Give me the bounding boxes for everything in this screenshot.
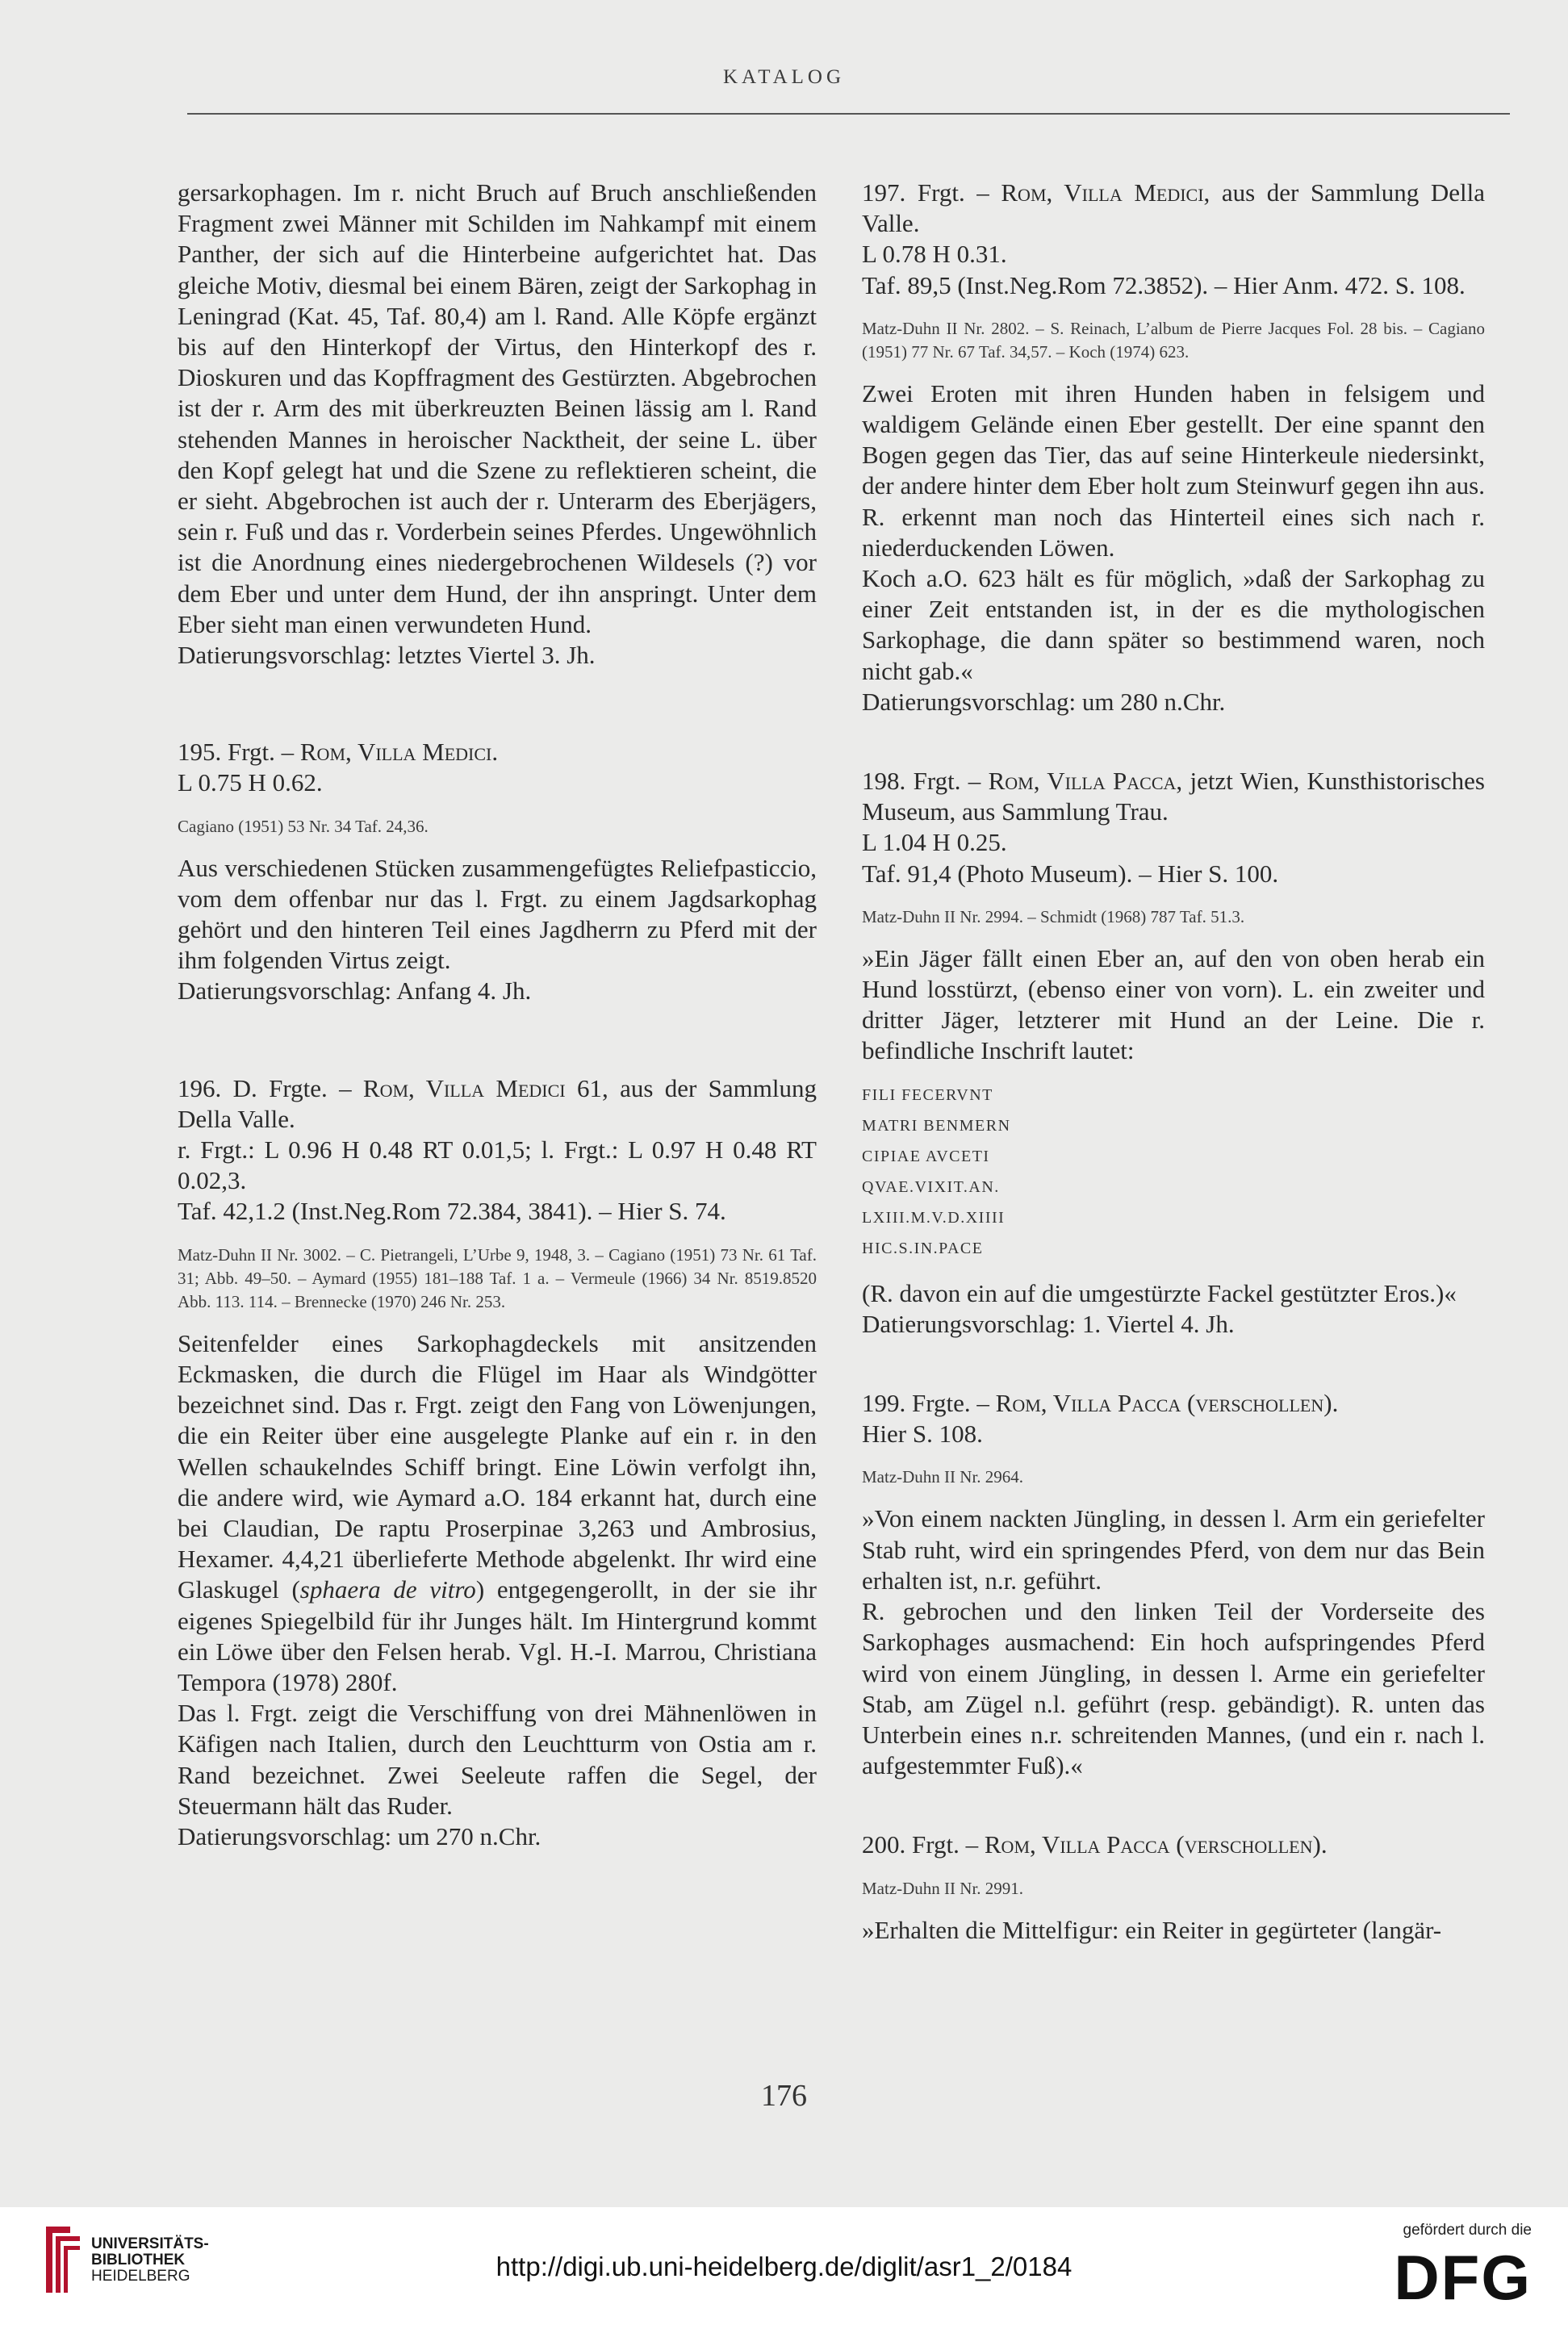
text-run: Seitenfelder eines Sarkophagdeckels mit ansitzenden Eckmasken, die durch die Flügel im Haar als Windgötter bezeichnet sind. Das r. Frgt. zeigt den Fang von Löwenjungen, die ein Reiter über eine ausgelegte Planke auf ein r. in den Wellen schaukelndes Schiff bringt. Eine Löwin verfolgt ihn, die andere wird, wie Aymard a.O. 184 erkannt hat, durch eine bei Claudian, De raptu Proserpinae 3,263 und Ambrosius, Hexamer. 4,4,21 überlieferte Methode abgelenkt. Ihr wird eine Glaskugel ( [178, 1328, 817, 1604]
entry-number: 200. [862, 1830, 906, 1859]
entry-description: Das l. Frgt. zeigt die Verschiffung von drei Mähnenlöwen in Käfigen nach Italien, durch den Leuchtturm von Ostia am r. Rand bezeichnet. Zwei Seeleute raffen die Segel, der Steuermann hält das Ruder. [178, 1699, 817, 1820]
entry-number: 195. [178, 738, 222, 767]
funding-caption: gefördert durch die [1403, 2222, 1532, 2239]
entry-literature: Matz-Duhn II Nr. 2991. [862, 1878, 1024, 1898]
entry-dimensions: L 1.04 H 0.25. [862, 828, 1007, 857]
entry-description: »Erhalten die Mittelfigur: ein Reiter in gegürteter (langär- [862, 1915, 1442, 1944]
entry-title-prefix: D. Frgte. – [232, 1073, 363, 1102]
inscription-line: LXIII.M.V.D.XIIII [862, 1208, 1006, 1227]
entry-description: R. gebrochen und den linken Teil der Vorderseite des Sarkophages ausmachend: Ein hoch aufspringendes Pferd wird von einem Jüngling, in dessen l. Arme ein geriefelter Stab, am Zügel n.l. geführt (resp. gebändigt). R. unten das Unterbein eines n.r. schreitenden Mannes, (und ein r. nach l. aufgestemmter Fuß).« [862, 1597, 1485, 1780]
dating-line: Datierungsvorschlag: um 270 n.Chr. [178, 1821, 541, 1850]
header-rule [187, 113, 1510, 115]
dating-line: Datierungsvorschlag: 1. Viertel 4. Jh. [862, 1309, 1235, 1338]
dfg-wordmark: DFG [1394, 2242, 1532, 2313]
entry-title-prefix: Frgt. – [913, 767, 989, 796]
entry-literature: Cagiano (1951) 53 Nr. 34 Taf. 24,36. [178, 816, 429, 836]
entry-location: Rom, Villa Pacca (verschollen). [995, 1389, 1339, 1418]
entry-197-heading [862, 178, 1485, 239]
entry-title-suffix: 61, aus der Sammlung Della Valle. [178, 1073, 817, 1133]
entry-number: 198. [862, 767, 906, 796]
entry-location: Rom, Villa Medici. [299, 738, 499, 767]
entry-description: Zwei Eroten mit ihren Hunden haben in felsigem und waldigem Gelände einen Eber gestellt. Der eine spannt den Bogen gegen das Tier, das auf seine Hinterkeule niedersinkt, der andere hinter dem Eber holt zum Steinwurf gegen ihn aus. R. erkennt man noch das Hinterteil eines sich nach r. niederduckenden Löwen. [862, 378, 1485, 562]
paragraph: gersarkophagen. Im r. nicht Bruch auf Bruch anschließenden Fragment zwei Männer mit Schilden im Nahkampf mit einem Panther, der sich auf die Hinterbeine aufgerichtet hat. Das gleiche Motiv, diesmal bei einem Bären, zeigt der Sarkophag in Leningrad (Kat. 45, Taf. 80,4) am l. Rand. Alle Köpfe ergänzt bis auf den Hinterkopf der Virtus, den Hinterkopf des r. Dioskuren und das Kopffragment des Gestürzten. Abgebrochen ist der r. Arm des mit überkreuzten Beinen lässig am l. Rand stehenden Mannes in heroischer Nacktheit, der seine L. über den Kopf gelegt hat und die Szene zu reflektieren scheint, die er sieht. Abgebrochen ist auch der r. Unterarm des Eberjägers, sein r. Fuß und das r. Vorderbein seines Pferdes. Ungewöhnlich ist die Anordnung eines niedergebrochenen Wildesels (?) vor dem Eber und unter dem Hund, der ihn anspringt. Unter dem Eber sieht man einen verwundeten Hund. [178, 178, 817, 638]
entry-198-heading [862, 766, 1485, 827]
entry-plates: Taf. 42,1.2 (Inst.Neg.Rom 72.384, 3841). – Hier S. 74. [178, 1197, 726, 1226]
inscription-line: MATRI BENMERN [862, 1116, 1011, 1135]
entry-title-prefix: Frgt. – [917, 178, 1001, 207]
entry-195-heading [178, 737, 817, 767]
entry-description: Koch a.O. 623 hält es für möglich, »daß der Sarkophag zu einer Zeit entstanden ist, in der es die mythologischen Sarkophage, die dann später so bestimmend waren, noch nicht gab.« [862, 564, 1485, 685]
entry-description: (R. davon ein auf die umgestürzte Fackel gestützter Eros.)« [862, 1278, 1457, 1307]
dating-line: Datierungsvorschlag: um 280 n.Chr. [862, 687, 1226, 716]
entry-literature: Matz-Duhn II Nr. 2802. – S. Reinach, L’album de Pierre Jacques Fol. 28 bis. – Cagiano (1951) 77 Nr. 67 Taf. 34,57. – Koch (1974) 623. [862, 318, 1485, 362]
inscription-line: CIPIAE AVCETI [862, 1147, 990, 1165]
entry-title-prefix: Frgt. – [912, 1830, 985, 1859]
left-column [178, 178, 817, 1852]
entry-title-prefix: Frgte. – [912, 1389, 996, 1418]
entry-number: 199. [862, 1389, 906, 1418]
dating-line: Datierungsvorschlag: Anfang 4. Jh. [178, 976, 532, 1006]
inscription-line: HIC.S.IN.PACE [862, 1239, 984, 1257]
entry-number: 197. [862, 178, 906, 207]
entry-literature: Matz-Duhn II Nr. 2994. – Schmidt (1968) 787 Taf. 51.3. [862, 906, 1245, 926]
entry-number: 196. [178, 1073, 222, 1102]
entry-199-heading [862, 1388, 1485, 1419]
entry-location: Rom, Villa Pacca (verschollen). [984, 1830, 1328, 1859]
entry-literature: Matz-Duhn II Nr. 2964. [862, 1467, 1024, 1487]
inscription-line: QVAE.VIXIT.AN. [862, 1177, 1000, 1196]
digitization-footer [0, 2207, 1568, 2350]
entry-description: »Ein Jäger fällt einen Eber an, auf den von oben herab ein Hund losstürzt, (ebenso einer von vorn). L. ein zweiter und dritter Jäger, letzterer mit Hund an der Leine. Die r. befindliche Inschrift lautet: [862, 943, 1485, 1065]
library-name-line: UNIVERSITÄTS- [91, 2235, 209, 2252]
entry-title-suffix: , aus der Sammlung Della Valle. [862, 178, 1485, 238]
entry-dimensions: L 0.75 H 0.62. [178, 768, 323, 797]
entry-description: »Von einem nackten Jüngling, in dessen l. Arm ein geriefelter Stab ruht, wird ein springendes Pferd, von dem nur das Bein erhalten ist, n.r. geführt. [862, 1504, 1485, 1595]
entry-location: Rom, Villa Medici [362, 1073, 566, 1102]
entry-200-heading [862, 1829, 1485, 1860]
running-header: KATALOG [722, 66, 846, 88]
inscription [862, 1080, 1485, 1264]
entry-reference: Hier S. 108. [862, 1420, 983, 1449]
right-column [862, 178, 1485, 1946]
entry-description [178, 1328, 817, 1698]
entry-location: Rom, Villa Pacca [988, 767, 1177, 796]
dating-line: Datierungsvorschlag: letztes Viertel 3. Jh. [178, 641, 596, 670]
text-run: ) entgegengerollt, in der sie ihr eigenes Spiegelbild für ihr Junges hält. Im Hintergrund kommt ein Löwe über den Felsen herab. Vgl. H.-I. Marrou, Christiana Tempora (1978) 280f. [178, 1575, 817, 1696]
entry-location: Rom, Villa Medici [1001, 178, 1204, 207]
italic-term: sphaera de vitro [299, 1575, 476, 1604]
entry-title-prefix: Frgt. – [228, 738, 300, 767]
entry-dimensions: r. Frgt.: L 0.96 H 0.48 RT 0.01,5; l. Frgt.: L 0.97 H 0.48 RT 0.02,3. [178, 1135, 817, 1195]
library-name-line: HEIDELBERG [91, 2268, 190, 2285]
entry-literature: Matz-Duhn II Nr. 3002. – C. Pietrangeli, L’Urbe 9, 1948, 3. – Cagiano (1951) 73 Nr. 61 Taf. 31; Abb. 49–50. – Aymard (1955) 181–188 Taf. 1 a. – Vermeule (1966) 34 Nr. 8519.8520 Abb. 113. 114. – Brennecke (1970) 246 Nr. 253. [178, 1244, 817, 1311]
permalink-url[interactable]: http://digi.ub.uni-heidelberg.de/diglit/asr1_2/0184 [495, 2252, 1073, 2281]
entry-plates: Taf. 89,5 (Inst.Neg.Rom 72.3852). – Hier Anm. 472. S. 108. [862, 270, 1466, 299]
entry-plates: Taf. 91,4 (Photo Museum). – Hier S. 100. [862, 859, 1279, 888]
dfg-logo[interactable] [1354, 2222, 1532, 2327]
entry-196-heading [178, 1073, 817, 1135]
page-number: 176 [761, 2079, 807, 2113]
inscription-line: FILI FECERVNT [862, 1085, 993, 1104]
entry-dimensions: L 0.78 H 0.31. [862, 240, 1007, 269]
entry-title-suffix: , jetzt Wien, Kunsthistorisches Museum, aus Sammlung Trau. [862, 767, 1485, 826]
library-name-line: BIBLIOTHEK [91, 2252, 186, 2268]
entry-description: Aus verschiedenen Stücken zusammengefügtes Reliefpasticcio, vom dem offenbar nur das l. Frgt. zu einem Jagdsarkophag gehört und den hinteren Teil eines Jagdherrn zu Pferd mit der ihm folgenden Virtus zeigt. [178, 853, 817, 975]
